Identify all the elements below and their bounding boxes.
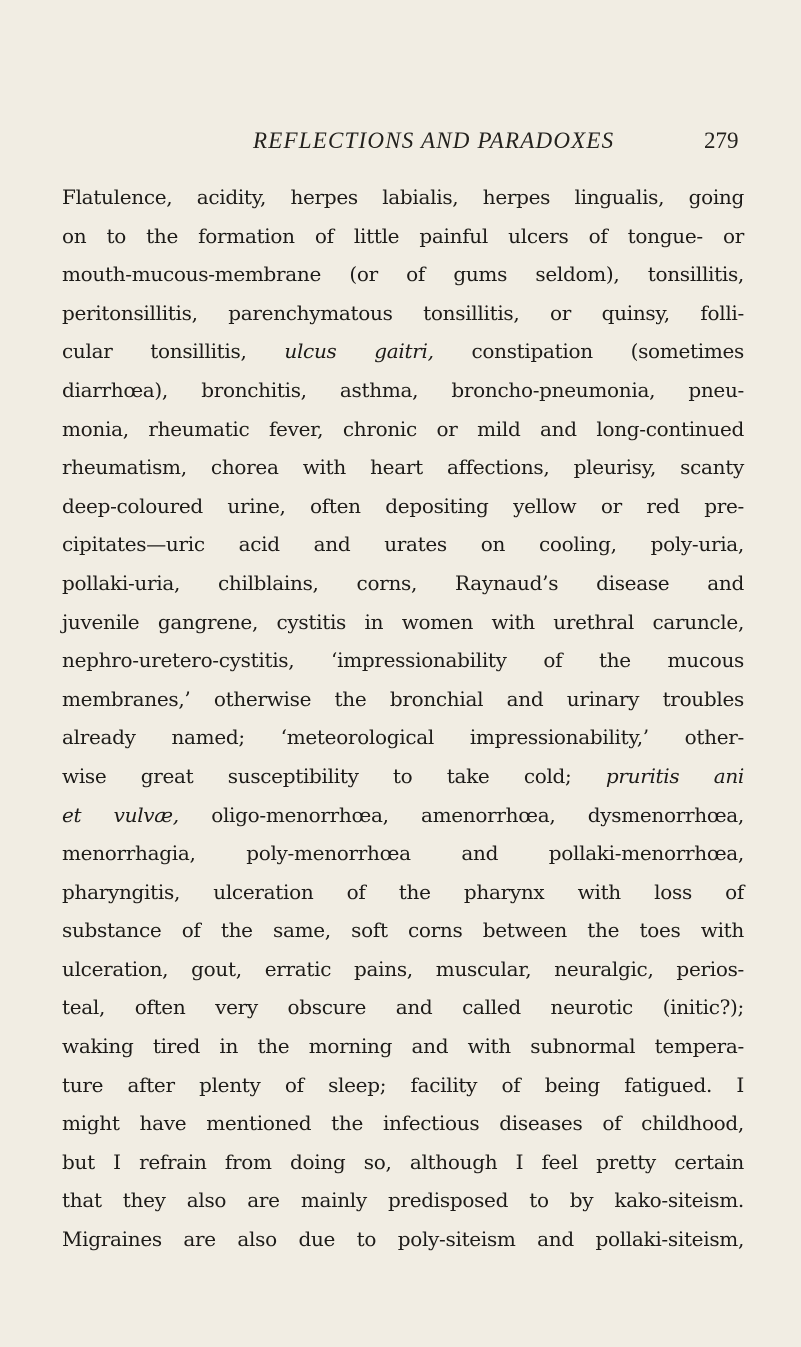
text-line: waking tired in the morning and with subnormal tempera- <box>62 1034 744 1059</box>
text-line: already named; ‘meteorological impressionability,’ other- <box>62 725 744 750</box>
text-line <box>62 796 744 835</box>
text-segment: wise great susceptibility to take cold; <box>62 763 606 788</box>
text-line: ulceration, gout, erratic pains, muscular, neuralgic, perios- <box>62 956 744 981</box>
text-line: menorrhagia, poly-menorrhœa and pollaki-menorrhœa, <box>62 841 744 866</box>
text-line: monia, rheumatic fever, chronic or mild and long-continued <box>62 416 744 441</box>
text-line: peritonsillitis, parenchymatous tonsillitis, or quinsy, folli- <box>62 300 744 325</box>
body-text <box>62 178 744 1259</box>
text-line: but I refrain from doing so, although I feel pretty certain <box>62 1149 744 1174</box>
text-segment: oligo-menorrhœa, amenorrhœa, dysmenorrhœa, <box>178 802 744 827</box>
text-line: diarrhœa), bronchitis, asthma, broncho-pneumonia, pneu- <box>62 377 744 402</box>
text-segment: constipation (sometimes <box>433 339 745 364</box>
text-line: juvenile gangrene, cystitis in women with urethral caruncle, <box>62 609 744 634</box>
text-line: Migraines are also due to poly-siteism and pollaki-siteism, <box>62 1227 744 1252</box>
text-segment: cular tonsillitis, <box>62 339 285 364</box>
text-line: that they also are mainly predisposed to by kako-siteism. <box>62 1188 744 1213</box>
text-line: pharyngitis, ulceration of the pharynx with loss of <box>62 879 744 904</box>
text-line: on to the formation of little painful ulcers of tongue- or <box>62 223 744 248</box>
text-line: Flatulence, acidity, herpes labialis, herpes lingualis, going <box>62 185 744 209</box>
text-line: might have mentioned the infectious diseases of childhood, <box>62 1111 744 1136</box>
text-line: mouth-mucous-membrane (or of gums seldom), tonsillitis, <box>62 262 744 287</box>
text-line: nephro-uretero-cystitis, ‘impressionability of the mucous <box>62 648 744 673</box>
italic-term: ulcus gaitri, <box>284 339 434 364</box>
italic-term: pruritis ani <box>605 763 745 788</box>
text-line: substance of the same, soft corns between the toes with <box>62 918 744 943</box>
text-line: cipitates—uric acid and urates on cooling, poly-uria, <box>62 532 744 557</box>
text-line: teal, often very obscure and called neurotic (initic?); <box>62 995 744 1020</box>
text-line: rheumatism, chorea with heart affections, pleurisy, scanty <box>62 455 744 480</box>
text-line <box>62 757 744 796</box>
text-line <box>62 332 744 371</box>
text-line: deep-coloured urine, often depositing yellow or red pre- <box>62 493 744 518</box>
text-line: pollaki-uria, chilblains, corns, Raynaud’s disease and <box>62 570 744 595</box>
italic-term: et vulvæ, <box>62 802 179 827</box>
text-line: membranes,’ otherwise the bronchial and urinary troubles <box>62 686 744 711</box>
text-line: ture after plenty of sleep; facility of being fatigued. I <box>62 1072 744 1097</box>
page-number: 279 <box>704 128 739 153</box>
running-header-title: REFLECTIONS AND PARADOXES <box>253 128 615 153</box>
